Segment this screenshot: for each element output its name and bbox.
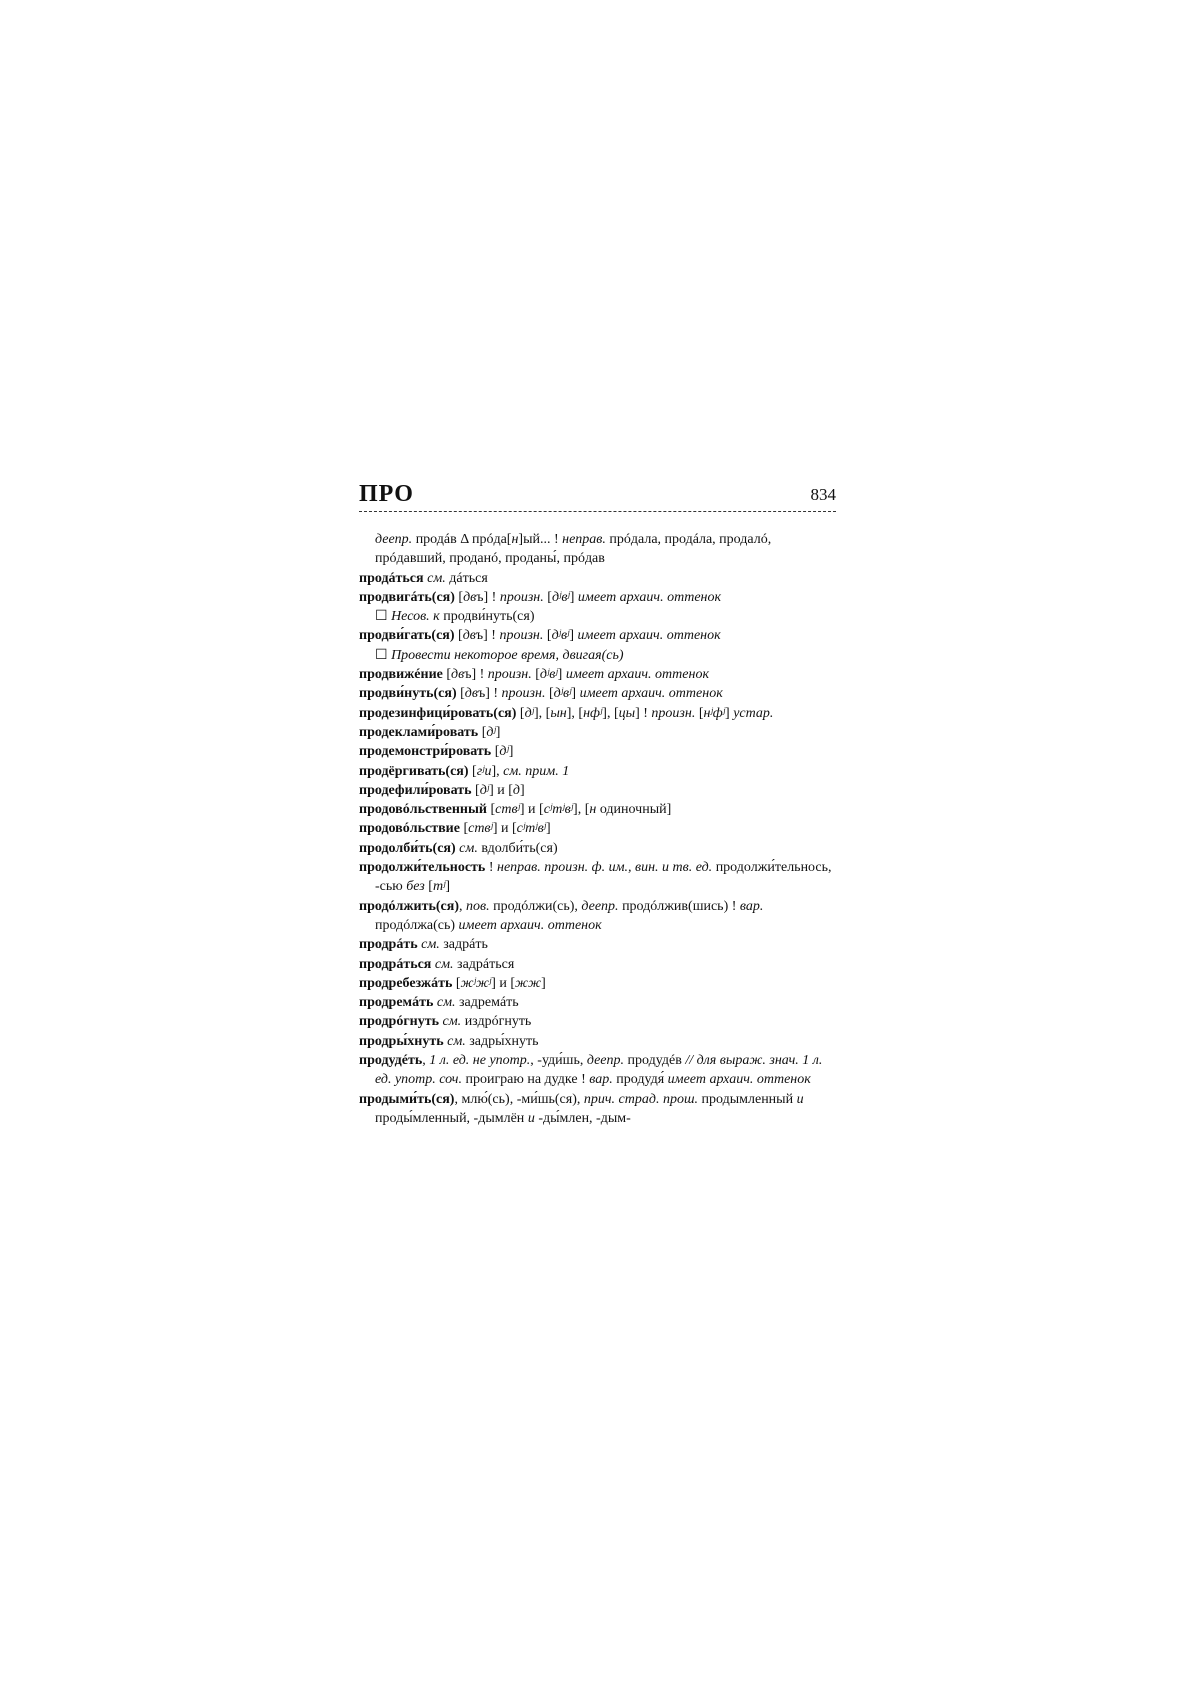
italic-note: вар. <box>739 898 764 914</box>
header-rule <box>359 511 836 512</box>
entry-text: продолжи́тельнось, -сью <box>375 860 832 895</box>
italic-note: дʲ <box>499 744 509 760</box>
headword: продóлжить(ся) <box>359 898 459 914</box>
entry-text: ] и [ <box>519 802 544 818</box>
entry-text: , <box>459 898 466 914</box>
italic-note: дʲвʲ <box>539 667 558 683</box>
headword: продеклами́ровать <box>359 724 479 740</box>
dictionary-entry <box>359 993 839 1012</box>
dictionary-entry <box>359 1051 839 1090</box>
entry-text: ъ] ! <box>477 686 502 702</box>
entry-text: дáться <box>445 570 488 586</box>
headword: продрóгнуть <box>359 1014 440 1030</box>
italic-note: см. <box>436 995 456 1011</box>
entry-text: ] <box>545 821 551 837</box>
italic-note: произн. <box>651 705 696 721</box>
italic-note: имеет архаич. оттенок <box>565 667 709 683</box>
entry-text: [ <box>695 705 704 721</box>
italic-note: см. <box>447 1033 466 1049</box>
entry-text: ], [ <box>566 705 584 721</box>
italic-note: неправ. произн. ф. им., вин. и тв. ед. <box>497 860 713 876</box>
guide-word: ПРО <box>359 481 414 507</box>
dictionary-entry <box>359 1012 839 1031</box>
italic-note: ствʲ <box>468 821 493 837</box>
page-number: 834 <box>810 485 836 504</box>
entry-text: [ <box>454 589 464 605</box>
italic-note: жж <box>515 975 542 991</box>
entry-text: ] <box>445 879 451 895</box>
headword: продезинфици́ровать(ся) <box>359 705 517 721</box>
entry-continuation <box>359 530 839 569</box>
headword: продры́хнуть <box>359 1033 444 1049</box>
entry-text: продáв Δ прóда[ <box>412 532 512 547</box>
entry-text: ] <box>569 589 578 605</box>
headword: продемонстри́ровать <box>359 744 492 760</box>
italic-note: 1 л. ед. не употр. <box>429 1053 531 1069</box>
italic-note: произн. <box>487 667 532 683</box>
italic-note: имеет архаич. оттенок <box>458 917 602 933</box>
entry-continuation <box>359 607 839 626</box>
entry-text: продымленный <box>698 1091 797 1107</box>
entry-text: ] <box>495 724 501 740</box>
headword: продовóльствие <box>359 821 460 837</box>
italic-note: имеет архаич. оттенок <box>577 589 722 605</box>
entry-text: [ <box>424 879 433 895</box>
entry-text: задрáть <box>439 937 488 953</box>
entry-text: [ <box>487 802 496 818</box>
italic-note: произн. <box>501 686 546 702</box>
headword: продолби́ть(ся) <box>359 840 456 856</box>
entry-text: одиночный] <box>596 802 672 818</box>
dictionary-entry <box>359 1032 839 1051</box>
entry-text: ] ! <box>635 705 652 721</box>
entry-text: [ <box>516 705 525 721</box>
italic-note: Несов. к <box>391 609 440 625</box>
headword: продёргивать(ся) <box>359 763 469 779</box>
dictionary-entry <box>359 800 839 819</box>
entry-text: ъ] ! <box>475 628 500 644</box>
entry-text: ] и [ <box>492 821 517 837</box>
italic-note: н <box>589 802 597 818</box>
entry-text: ], [ <box>533 705 551 721</box>
headword: продвигáть(ся) <box>359 589 455 605</box>
entry-text: , <box>422 1053 430 1069</box>
entry-text: [ <box>543 628 552 644</box>
dictionary-entry <box>359 858 839 897</box>
entry-text: [ <box>471 782 480 798</box>
entry-text: [ <box>454 628 463 644</box>
headword: продремáть <box>359 995 434 1011</box>
entry-text: ], [ <box>602 705 619 721</box>
entry-text: прóдала, продáла, продалó, прóдавший, проданó, проданы́, прóдав <box>375 532 772 567</box>
entry-text: ] <box>557 667 566 683</box>
entry-text: продóлжив(шись) ! <box>618 898 740 914</box>
headword: продрáть <box>359 937 418 953</box>
italic-note: Провести некоторое время, двигая(сь) <box>391 647 624 663</box>
entry-text: задры́хнуть <box>465 1033 539 1049</box>
entry-text: ] <box>569 628 578 644</box>
headword: продефили́ровать <box>359 782 472 798</box>
italic-note: см. <box>459 840 478 856</box>
italic-note: и <box>527 1110 535 1126</box>
entry-text: ъ] ! <box>476 589 500 605</box>
dictionary-entry <box>359 955 839 974</box>
entry-text: [ <box>459 821 469 837</box>
italic-note: имеет архаич. оттенок <box>579 686 723 702</box>
italic-note: н <box>511 532 519 547</box>
italic-note: устар. <box>733 705 774 721</box>
entry-text: , -уди́шь, <box>530 1053 587 1069</box>
italic-note: см. прим. 1 <box>503 763 570 779</box>
dictionary-entry <box>359 819 839 838</box>
headword: продыми́ть(ся) <box>359 1091 455 1107</box>
dictionary-entry <box>359 762 839 781</box>
italic-note: имеет архаич. оттенок <box>667 1072 811 1088</box>
headword: продви́гать(ся) <box>359 628 455 644</box>
dictionary-entry <box>359 684 839 703</box>
italic-note: нʲфʲ <box>703 705 726 721</box>
entry-text: ъ] ! <box>464 667 488 683</box>
italic-note: дв <box>464 686 478 702</box>
entry-text: ] и [ <box>491 975 516 991</box>
italic-note: см. <box>421 937 440 953</box>
entry-text: продудя́ <box>612 1072 668 1088</box>
italic-note: пов. <box>466 898 490 914</box>
entry-text: ]ый... ! <box>518 532 563 547</box>
italic-note: ствʲ <box>495 802 520 818</box>
dictionary-entry <box>359 935 839 954</box>
italic-note: сʲтʲвʲ <box>516 821 546 837</box>
dictionary-entry <box>359 974 839 993</box>
dictionary-entry <box>359 897 839 936</box>
headword: продвижéние <box>359 667 443 683</box>
italic-note: без <box>406 879 425 895</box>
italic-note: произн. <box>499 628 544 644</box>
entry-text: ], [ <box>573 802 590 818</box>
entry-text: задремáть <box>455 995 519 1011</box>
italic-note: дʲ <box>486 724 496 740</box>
headword: продолжи́тельность <box>359 860 486 876</box>
italic-note: // для выраж. знач. 1 л. ед. употр. соч. <box>375 1053 823 1088</box>
entry-text: продóлжа(сь) <box>375 917 459 933</box>
entry-text: продви́нуть(ся) <box>439 609 535 625</box>
italic-note: гʲи <box>476 763 492 779</box>
italic-note: деепр. <box>581 898 619 914</box>
dictionary-entry <box>359 781 839 800</box>
dictionary-entry <box>359 704 839 723</box>
italic-note: имеет архаич. оттенок <box>577 628 721 644</box>
entry-text: [ <box>478 724 487 740</box>
headword: продовóльственный <box>359 802 487 818</box>
italic-note: тʲ <box>432 879 446 895</box>
entry-text: , млю́(сь), -ми́шь(ся), <box>454 1091 584 1107</box>
entry-text: -ды́млен, -дым- <box>534 1110 631 1126</box>
entry-text: ] и [ <box>489 782 513 798</box>
entry-text: продудéв <box>624 1053 686 1069</box>
italic-note: деепр. <box>375 532 413 547</box>
italic-note: см. <box>442 1014 462 1030</box>
italic-note: прич. страд. прош. <box>583 1091 699 1107</box>
italic-note: и <box>796 1091 804 1107</box>
entry-text: [ <box>543 589 552 605</box>
entry-text: издрóгнуть <box>461 1014 532 1030</box>
headword: продви́нуть(ся) <box>359 686 457 702</box>
entry-text: ] <box>571 686 580 702</box>
italic-note: вар. <box>589 1072 613 1088</box>
italic-note: см. <box>434 956 454 972</box>
headword: продáться <box>359 570 424 586</box>
italic-note: сʲтʲвʲ <box>543 802 574 818</box>
entry-text: [ <box>452 975 461 991</box>
italic-note: жʲжʲ <box>460 975 492 991</box>
dictionary-entry <box>359 723 839 742</box>
italic-note: дʲвʲ <box>553 686 572 702</box>
italic-note: дв <box>463 589 477 605</box>
headword: продребезжáть <box>359 975 453 991</box>
entry-text: ☐ <box>375 609 392 625</box>
italic-note: дʲ <box>479 782 490 798</box>
entry-text: проиграю на дудке ! <box>461 1072 590 1088</box>
entry-text: ] <box>520 782 525 798</box>
entry-text: ] <box>541 975 546 991</box>
headword: продрáться <box>359 956 432 972</box>
entry-text: [ <box>442 667 452 683</box>
italic-note: см. <box>427 570 446 586</box>
page-header <box>359 481 836 511</box>
dictionary-entry <box>359 1090 839 1129</box>
entry-text: ! <box>485 860 497 876</box>
entry-continuation <box>359 646 839 665</box>
italic-note: дв <box>462 628 476 644</box>
italic-note: дʲ <box>524 705 534 721</box>
entry-text: ☐ <box>375 647 392 663</box>
italic-note: цы <box>618 705 636 721</box>
italic-note: дв <box>451 667 465 683</box>
italic-note: неправ. <box>562 532 606 547</box>
dictionary-entry <box>359 569 839 588</box>
italic-note: деепр. <box>586 1053 625 1069</box>
entry-text: проды́мленный, -дымлён <box>375 1110 528 1126</box>
entry-text: [ <box>456 686 465 702</box>
dictionary-entry <box>359 742 839 761</box>
dictionary-entries <box>359 530 839 1128</box>
entry-text: ], <box>491 763 504 779</box>
italic-note: нфʲ <box>583 705 603 721</box>
entry-text: задрáться <box>453 956 515 972</box>
dictionary-entry <box>359 626 839 645</box>
entry-text: ] <box>508 744 514 760</box>
italic-note: дʲвʲ <box>551 589 570 605</box>
dictionary-entry <box>359 665 839 684</box>
entry-text: ] <box>725 705 734 721</box>
italic-note: д <box>512 782 520 798</box>
entry-text: [ <box>531 667 540 683</box>
dictionary-entry <box>359 839 839 858</box>
italic-note: ын <box>550 705 567 721</box>
italic-note: произн. <box>499 589 544 605</box>
entry-text: [ <box>468 763 477 779</box>
entry-text: продóлжи(сь), <box>489 898 582 914</box>
entry-text: вдолби́ть(ся) <box>477 840 558 856</box>
entry-text: [ <box>491 744 500 760</box>
italic-note: дʲвʲ <box>551 628 570 644</box>
dictionary-entry <box>359 588 839 607</box>
entry-text: [ <box>545 686 554 702</box>
headword: продудéть <box>359 1053 423 1069</box>
